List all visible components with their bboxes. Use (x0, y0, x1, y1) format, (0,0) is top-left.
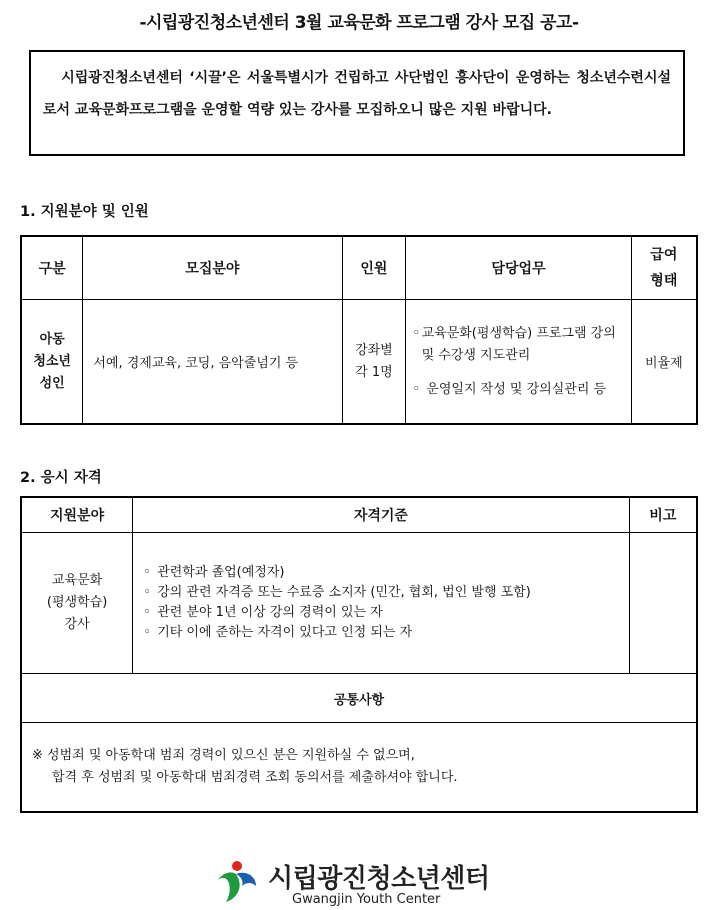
duty-item (412, 323, 624, 367)
section2-heading: 2. 응시 자격 (20, 470, 102, 486)
list-item: ◦ 강의 관련 자격증 또는 수료증 소지자 (민간, 협회, 법인 발행 포함) (143, 583, 618, 603)
cell-count: 강좌별 각 1명 (342, 300, 406, 425)
duty-item (412, 379, 624, 401)
cell-category: 아동 청소년 성인 (21, 300, 83, 425)
cell-field: 교육문화 (평생학습) 강사 (21, 533, 133, 674)
header-count: 인원 (342, 236, 406, 300)
common-heading-row (21, 674, 697, 723)
header-note: 비고 (629, 497, 697, 533)
qualification-table (20, 496, 698, 813)
logo-mark-icon (212, 858, 262, 908)
cell-field: 서예, 경제교육, 코딩, 음악줄넘기 등 (83, 300, 342, 425)
cell-note (629, 533, 697, 674)
bullet-icon: ◦ (143, 605, 151, 620)
bullet-icon: ◦ (143, 625, 151, 640)
center-logo (212, 858, 512, 908)
bullet-icon: ◦ (143, 585, 151, 600)
common-heading: 공통사항 (21, 674, 697, 723)
table-row (21, 300, 697, 425)
common-line-2: 합격 후 성범죄 및 아동학대 범죄경력 조회 동의서를 제출하셔야 합니다. (52, 770, 458, 785)
logo-name-ko: 시립광진청소년센터 (268, 864, 490, 894)
header-duty: 담당업무 (406, 236, 631, 300)
recruitment-table (20, 235, 698, 425)
list-item: ◦ 기타 이에 준하는 자격이 있다고 인정 되는 자 (143, 623, 618, 643)
list-item: ◦ 관련학과 졸업(예정자) (143, 563, 618, 583)
bullet-icon: ◦ (143, 565, 151, 580)
intro-text: 시립광진청소년센터 ‘시끌’은 서울특별시가 건립하고 사단법인 흥사단이 운영하는 청소년수련시설로서 교육문화프로그램을 운영할 역량 있는 강사를 모집하오니 많은 지원 바랍니다. (43, 70, 671, 118)
cell-pay: 비율제 (631, 300, 697, 425)
page-title: -시립광진청소년센터 3월 교육문화 프로그램 강사 모집 공고- (139, 13, 579, 33)
duty-text-2: 운영일지 작성 및 강의실관리 등 (426, 381, 607, 397)
common-line-1: ※ 성범죄 및 아동학대 범죄 경력이 있으신 분은 지원하실 수 없으며, (32, 748, 415, 763)
header-field: 모집분야 (83, 236, 342, 300)
table-header-row (21, 497, 697, 533)
logo-name-en: Gwangjin Youth Center (292, 892, 441, 907)
bullet-icon: ◦ (412, 325, 420, 341)
intro-box (29, 50, 685, 156)
common-content-row (21, 723, 697, 813)
cell-criteria (133, 533, 629, 674)
header-field: 지원분야 (21, 497, 133, 533)
common-content (21, 723, 697, 813)
list-item: ◦ 관련 분야 1년 이상 강의 경력이 있는 자 (143, 603, 618, 623)
table-row (21, 533, 697, 674)
table-header-row (21, 236, 697, 300)
header-category: 구분 (21, 236, 83, 300)
section1-heading: 1. 지원분야 및 인원 (20, 204, 149, 220)
header-criteria: 자격기준 (133, 497, 629, 533)
cell-duty (406, 300, 631, 425)
header-pay: 급여 형태 (631, 236, 697, 300)
bullet-icon: ◦ (412, 381, 420, 397)
duty-text-1: 교육문화(평생학습) 프로그램 강의 및 수강생 지도관리 (421, 325, 616, 363)
